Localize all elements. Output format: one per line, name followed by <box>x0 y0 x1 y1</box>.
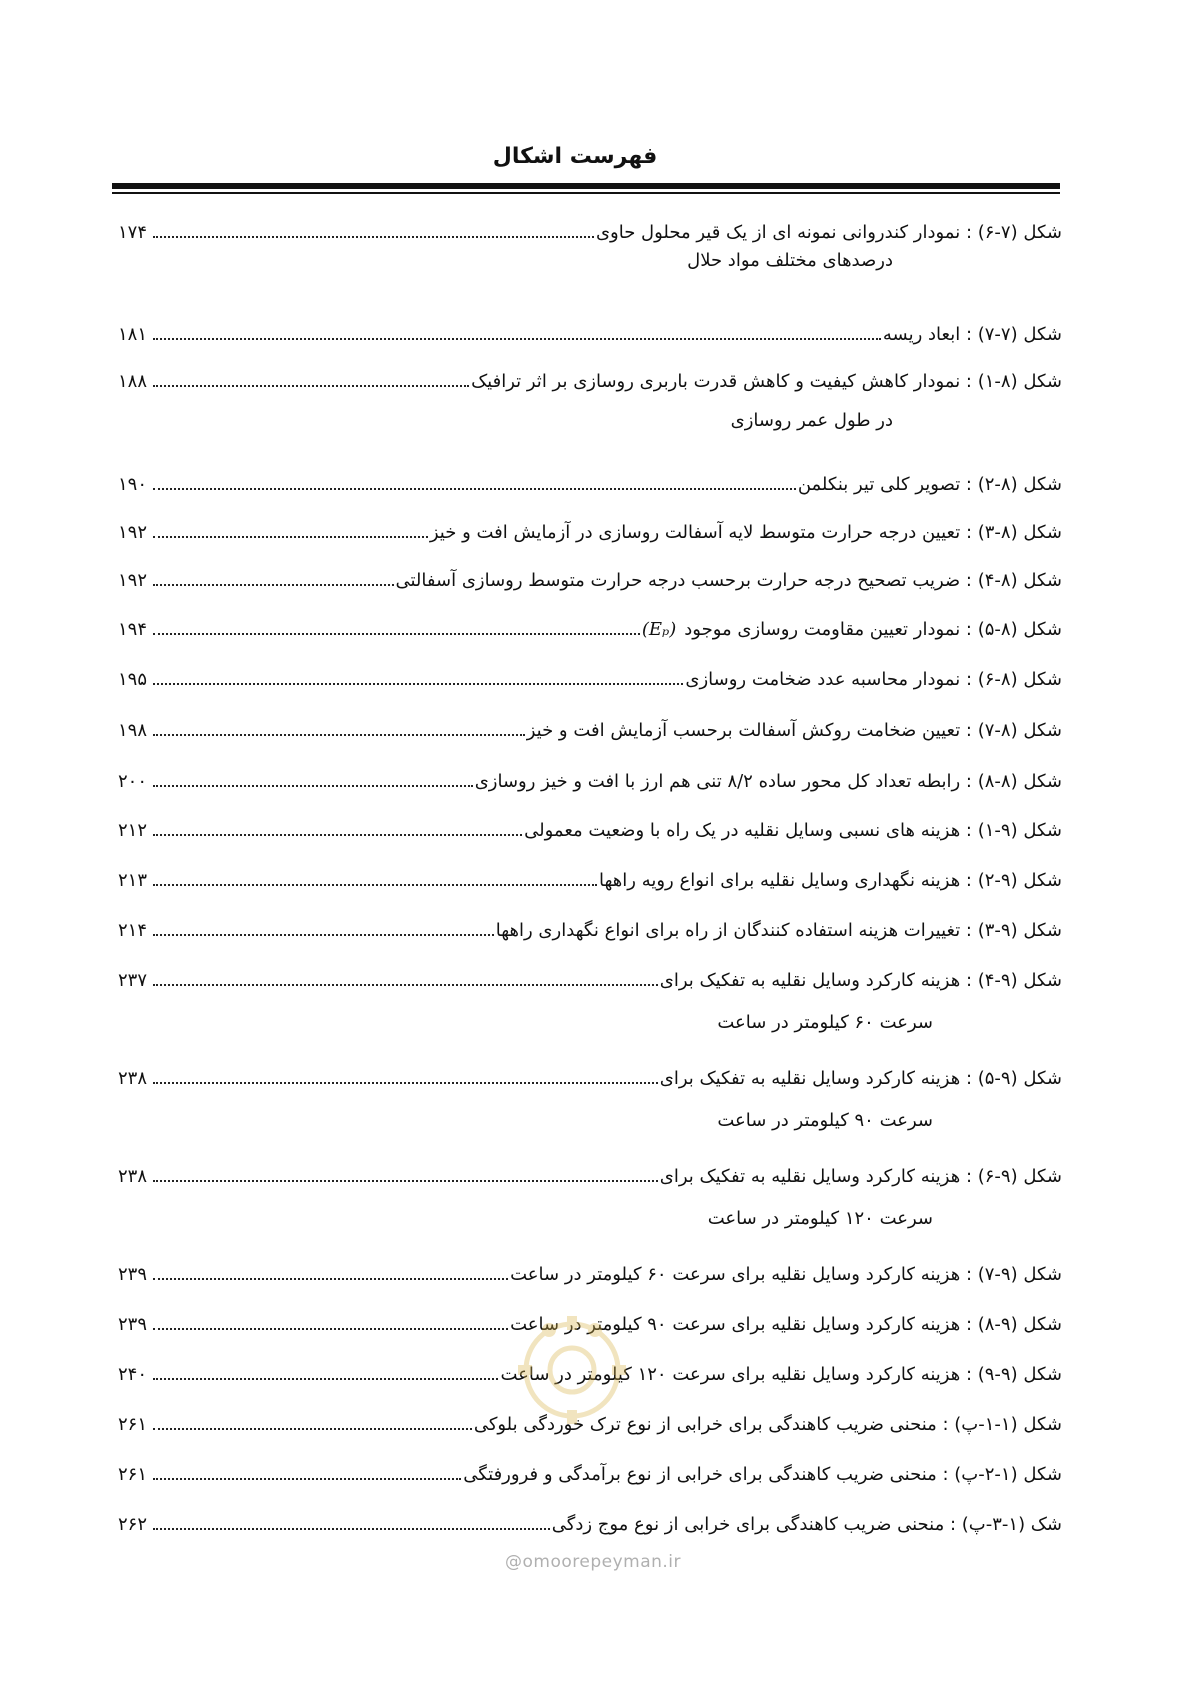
page-number: ۲۳۷ <box>118 969 148 991</box>
toc-entry[interactable] <box>118 1060 1062 1096</box>
page-number: ۱۹۰ <box>118 473 148 495</box>
leader-dots <box>153 834 522 836</box>
leader-dots <box>153 683 683 685</box>
toc-entry[interactable] <box>118 1158 1062 1194</box>
toc-entry[interactable] <box>118 466 1062 502</box>
entry-continuation: درصدهای مختلف مواد حلال <box>687 250 893 271</box>
entry-continuation: در طول عمر روسازی <box>730 410 893 431</box>
leader-dots <box>153 1082 658 1084</box>
page-title: فهرست اشکال <box>492 144 658 169</box>
toc-entry[interactable] <box>118 912 1062 948</box>
page-number: ۲۴۰ <box>118 1363 148 1385</box>
page-number: ۲۱۴ <box>118 919 148 941</box>
toc-entry[interactable] <box>118 316 1062 352</box>
entry-label: شکل (۹-۸) : هزینه کارکرد وسایل نقلیه برای سرعت ۹۰ کیلومتر در ساعت <box>510 1313 1062 1335</box>
entry-label: شکل (۸-۴) : ضریب تصحیح درجه حرارت برحسب درجه حرارت متوسط روسازی آسفالتی <box>395 569 1062 591</box>
formula-ep: (Eₚ) <box>641 618 677 640</box>
watermark-site-text: @omoorepeyman.ir <box>505 1552 682 1572</box>
toc-entry[interactable] <box>118 611 1062 647</box>
gear-logo-icon <box>497 1290 647 1440</box>
entry-label: شکل (۹-۲) : هزینه نگهداری وسایل نقلیه برای انواع رویه راهها <box>599 869 1062 891</box>
page-number: ۱۷۴ <box>118 221 148 243</box>
entry-label: شکل (۹-۳) : تغییرات هزینه استفاده کنندگان از راه برای انواع نگهداری راهها <box>495 919 1062 941</box>
toc-entry[interactable] <box>118 363 1062 399</box>
page-number: ۲۶۱ <box>118 1463 148 1485</box>
page-number: ۲۶۲ <box>118 1513 148 1535</box>
entry-label: شکل (۸-۶) : نمودار محاسبه عدد ضخامت روسازی <box>685 668 1062 690</box>
entry-label: شکل (۱-۲-پ) : منحنی ضریب کاهندگی برای خرابی از نوع برآمدگی و فرورفتگی <box>463 1463 1062 1485</box>
leader-dots <box>153 1328 508 1330</box>
entry-label: شکل (۹-۱) : هزینه های نسبی وسایل نقلیه در یک راه با وضعیت معمولی <box>524 819 1062 841</box>
entry-label: شکل (۱-۱-پ) : منحنی ضریب کاهندگی برای خرابی از نوع ترک خوردگی بلوکی <box>473 1413 1062 1435</box>
leader-dots <box>153 536 428 538</box>
toc-entry[interactable] <box>118 812 1062 848</box>
page-number: ۲۳۸ <box>118 1165 148 1187</box>
header-rule-thick <box>112 183 1060 189</box>
leader-dots <box>153 1478 461 1480</box>
toc-entry[interactable] <box>118 763 1062 799</box>
entry-label: شک (۱-۳-پ) : منحنی ضریب کاهندگی برای خرابی از نوع موج زدگی <box>551 1513 1062 1535</box>
toc-entry[interactable] <box>118 214 1062 250</box>
toc-entry[interactable] <box>118 962 1062 998</box>
leader-dots <box>153 236 594 238</box>
entry-label: شکل (۹-۴) : هزینه کارکرد وسایل نقلیه به تفکیک برای <box>659 969 1062 991</box>
entry-continuation: سرعت ۶۰ کیلومتر در ساعت <box>717 1012 933 1033</box>
entry-label: شکل (۷-۶) : نمودار کندروانی نمونه ای از یک قیر محلول حاوی <box>595 221 1062 243</box>
toc-entry[interactable] <box>118 562 1062 598</box>
toc-entry[interactable] <box>118 1256 1062 1292</box>
leader-dots <box>153 488 796 490</box>
page-number: ۲۱۲ <box>118 819 148 841</box>
leader-dots <box>153 338 881 340</box>
toc-entry[interactable] <box>118 712 1062 748</box>
entry-label: شکل (۸-۸) : رابطه تعداد کل محور ساده ۸/۲ تنی هم ارز با افت و خیز روسازی <box>474 770 1062 792</box>
toc-entry[interactable] <box>118 661 1062 697</box>
page-number: ۱۹۲ <box>118 521 148 543</box>
entry-label: شکل (۸-۱) : نمودار کاهش کیفیت و کاهش قدرت باربری روسازی بر اثر ترافیک <box>471 370 1062 392</box>
leader-dots <box>153 385 469 387</box>
toc-entry[interactable] <box>118 1506 1062 1542</box>
page-number: ۱۹۵ <box>118 668 148 690</box>
page-number: ۲۱۳ <box>118 869 148 891</box>
entry-label: شکل (۹-۹) : هزینه کارکرد وسایل نقلیه برای سرعت ۱۲۰ کیلومتر در ساعت <box>500 1363 1062 1385</box>
page-number: ۱۹۸ <box>118 719 148 741</box>
leader-dots <box>153 884 597 886</box>
header-rule-thin <box>112 192 1060 194</box>
page-number: ۲۳۸ <box>118 1067 148 1089</box>
leader-dots <box>153 633 640 635</box>
page-number: ۱۸۸ <box>118 370 148 392</box>
entry-label: شکل (۹-۶) : هزینه کارکرد وسایل نقلیه به تفکیک برای <box>659 1165 1062 1187</box>
toc-entry[interactable] <box>118 862 1062 898</box>
entry-continuation: سرعت ۱۲۰ کیلومتر در ساعت <box>707 1208 933 1229</box>
toc-entry[interactable] <box>118 514 1062 550</box>
entry-label: شکل (۷-۷) : ابعاد ریسه <box>882 323 1062 345</box>
page-number: ۱۹۲ <box>118 569 148 591</box>
page-number: ۱۹۴ <box>118 618 148 640</box>
page-number: ۲۶۱ <box>118 1413 148 1435</box>
leader-dots <box>153 1428 472 1430</box>
leader-dots <box>153 734 525 736</box>
page-number: ۲۳۹ <box>118 1263 148 1285</box>
leader-dots <box>153 984 658 986</box>
leader-dots <box>153 1378 498 1380</box>
leader-dots <box>153 584 393 586</box>
entry-label: شکل (۸-۳) : تعیین درجه حرارت متوسط لایه آسفالت روسازی در آزمایش افت و خیز <box>429 521 1062 543</box>
leader-dots <box>153 1278 508 1280</box>
leader-dots <box>153 1528 550 1530</box>
entry-continuation: سرعت ۹۰ کیلومتر در ساعت <box>717 1110 933 1131</box>
entry-label: شکل (۹-۵) : هزینه کارکرد وسایل نقلیه به تفکیک برای <box>659 1067 1062 1089</box>
leader-dots <box>153 934 494 936</box>
entry-label: شکل (۹-۷) : هزینه کارکرد وسایل نقلیه برای سرعت ۶۰ کیلومتر در ساعت <box>510 1263 1062 1285</box>
toc-entry[interactable] <box>118 1456 1062 1492</box>
page-number: ۲۳۹ <box>118 1313 148 1335</box>
entry-label: شکل (۸-۷) : تعیین ضخامت روکش آسفالت برحسب آزمایش افت و خیز <box>526 719 1062 741</box>
leader-dots <box>153 785 473 787</box>
leader-dots <box>153 1180 658 1182</box>
page-number: ۲۰۰ <box>118 770 148 792</box>
entry-label: شکل (۸-۲) : تصویر کلی تیر بنکلمن <box>797 473 1062 495</box>
page-number: ۱۸۱ <box>118 323 148 345</box>
entry-label: شکل (۸-۵) : نمودار تعیین مقاومت روسازی موجود <box>684 618 1062 640</box>
